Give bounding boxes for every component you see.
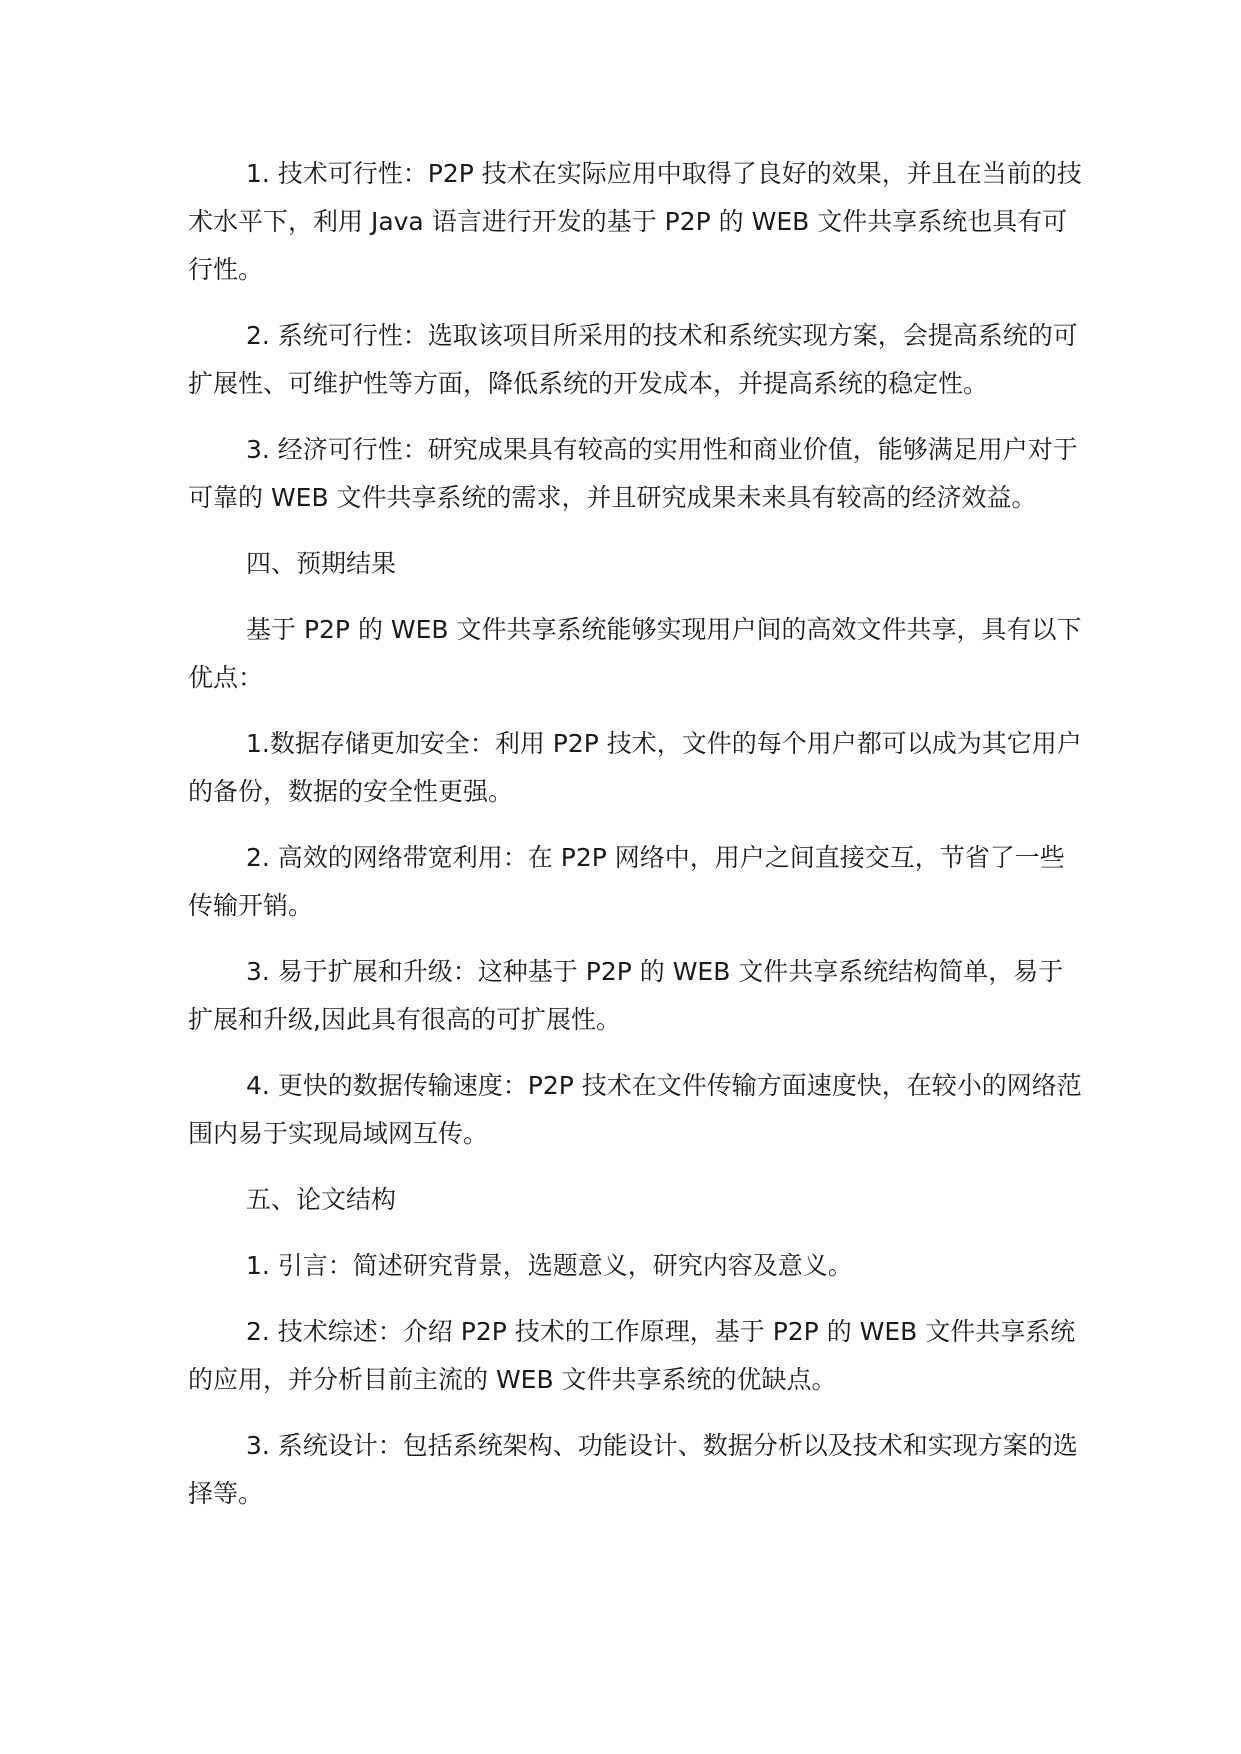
paragraph-system-design: 3. 系统设计：包括系统架构、功能设计、数据分析以及技术和实现方案的选择等。: [188, 1431, 1078, 1508]
paragraph-data-security: 1.数据存储更加安全：利用 P2P 技术，文件的每个用户都可以成为其它用户的备份，数据的安全性更强。: [188, 729, 1082, 806]
document-body: [188, 150, 1083, 1536]
paragraph-technical-feasibility: 1. 技术可行性：P2P 技术在实际应用中取得了良好的效果，并且在当前的技术水平下，利用 Java 语言进行开发的基于 P2P 的 WEB 文件共享系统也具有可行性。: [188, 159, 1082, 284]
paragraph-expected-results-intro: 基于 P2P 的 WEB 文件共享系统能够实现用户间的高效文件共享，具有以下优点：: [188, 615, 1082, 692]
paragraph-introduction: 1. 引言：简述研究背景，选题意义，研究内容及意义。: [246, 1251, 853, 1280]
paragraph-scalability: 3. 易于扩展和升级：这种基于 P2P 的 WEB 文件共享系统结构简单，易于扩展和升级,因此具有很高的可扩展性。: [188, 957, 1064, 1034]
paragraph-bandwidth-usage: 2. 高效的网络带宽利用：在 P2P 网络中，用户之间直接交互，节省了一些传输开销。: [188, 843, 1065, 920]
paragraph-technical-review: 2. 技术综述：介绍 P2P 技术的工作原理，基于 P2P 的 WEB 文件共享系统的应用，并分析目前主流的 WEB 文件共享系统的优缺点。: [188, 1317, 1076, 1394]
section-heading-thesis-structure: 五、论文结构: [246, 1185, 397, 1214]
paragraph-transfer-speed: 4. 更快的数据传输速度：P2P 技术在文件传输方面速度快，在较小的网络范围内易于实现局域网互传。: [188, 1071, 1082, 1148]
paragraph-system-feasibility: 2. 系统可行性：选取该项目所采用的技术和系统实现方案，会提高系统的可扩展性、可维护性等方面，降低系统的开发成本，并提高系统的稳定性。: [188, 321, 1078, 398]
section-heading-expected-results: 四、预期结果: [246, 549, 397, 578]
paragraph-economic-feasibility: 3. 经济可行性：研究成果具有较高的实用性和商业价值，能够满足用户对于可靠的 WEB 文件共享系统的需求，并且研究成果未来具有较高的经济效益。: [188, 435, 1078, 512]
